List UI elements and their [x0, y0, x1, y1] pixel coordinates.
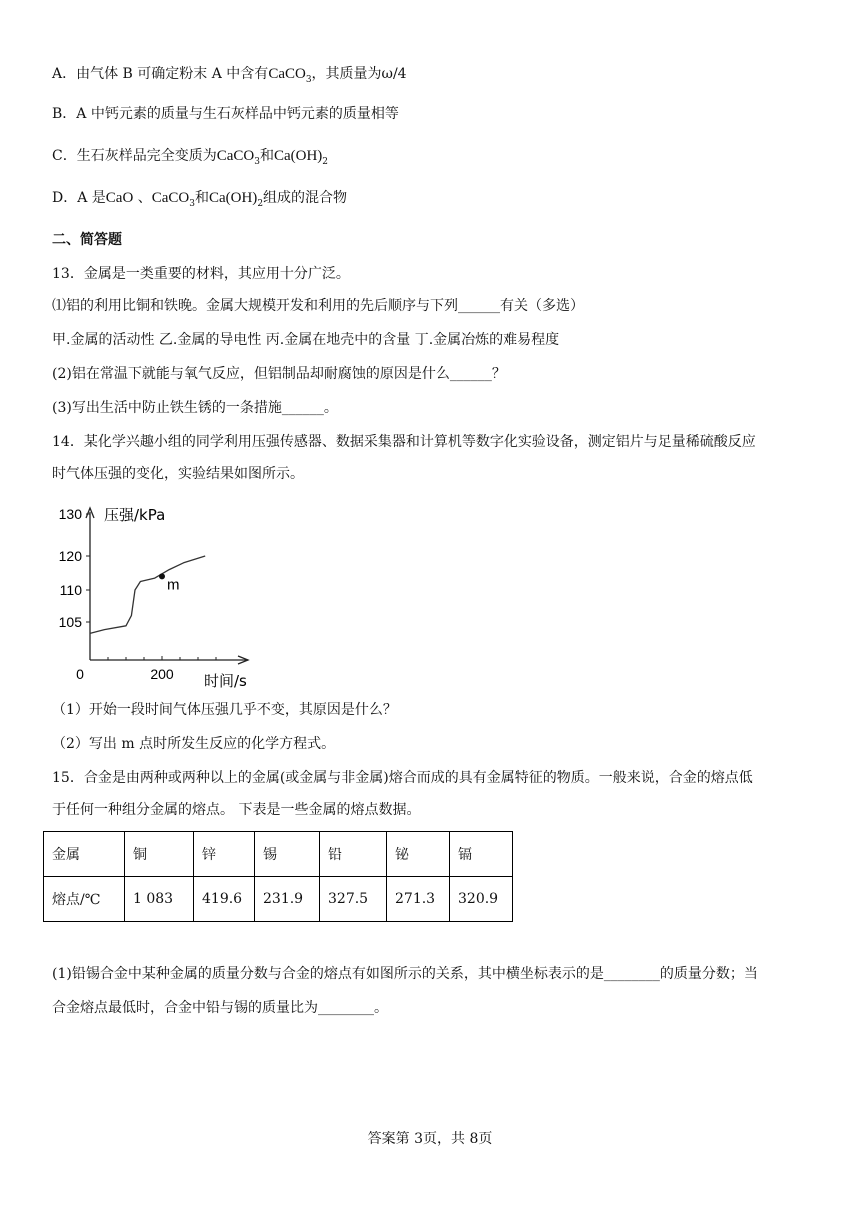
table-cell: 419.6 [194, 877, 255, 922]
q15-part1-line2: 合金熔点最低时，合金中铅与锡的质量比为________。 [52, 1000, 388, 1016]
q15-stem-line2: 于任何一种组分金属的熔点。 下表是一些金属的熔点数据。 [52, 802, 421, 818]
section-heading: 二、简答题 [52, 232, 122, 248]
table-cell: 锡 [255, 832, 320, 877]
q14-question1: （1）开始一段时间气体压强几乎不变，其原因是什么？ [52, 702, 397, 718]
table-cell: 铅 [320, 832, 387, 877]
option-c-formula-1: CaCO [216, 148, 255, 164]
option-c-formula-2: Ca(OH) [273, 148, 323, 164]
option-c-subscript-1: 3 [254, 156, 260, 167]
table-cell: 熔点/℃ [44, 877, 125, 922]
table-cell: 铋 [387, 832, 450, 877]
q14-stem-line1: 14．某化学兴趣小组的同学利用压强传感器、数据采集器和计算机等数字化实验设备，测定铝片与足量稀硫酸反应 [52, 434, 756, 450]
option-a-formula: CaCO [268, 66, 306, 82]
q15-stem-line1: 15．合金是由两种或两种以上的金属(或金属与非金属)熔合而成的具有金属特征的物质。一般来说，合金的熔点低 [52, 770, 753, 786]
option-d-subscript-1: 3 [189, 198, 195, 209]
option-d-sep: 、 [133, 190, 152, 206]
option-c [52, 146, 328, 172]
page-footer: 答案第 3页，共 8页 [367, 1131, 493, 1147]
pressure-curve [90, 556, 205, 633]
melting-point-table [43, 831, 513, 922]
x-axis-label: 时间/s [204, 672, 247, 690]
pressure-chart [48, 500, 268, 692]
table-cell: 1 083 [125, 877, 194, 922]
option-d [52, 188, 347, 214]
option-d-prefix: D．A 是 [52, 190, 106, 206]
option-d-and: 和 [194, 190, 209, 206]
table-cell: 231.9 [255, 877, 320, 922]
y-axis-label: 压强/kPa [104, 506, 166, 524]
table-cell: 271.3 [387, 877, 450, 922]
option-d-formula-2: Ca(OH) [208, 190, 258, 206]
y-tick-label: 110 [59, 582, 82, 598]
q14-stem-line2: 时气体压强的变化，实验结果如图所示。 [52, 466, 304, 482]
option-a-subscript: 3 [305, 74, 312, 85]
q13-part1: ⑴铝的利用比铜和铁晚。金属大规模开发和利用的先后顺序与下列______有关（多选） [52, 298, 584, 314]
x-tick-label: 0 [76, 666, 84, 682]
point-m-label: m [167, 576, 180, 594]
table-cell: 320.9 [450, 877, 513, 922]
y-tick-label: 130 [58, 506, 82, 522]
option-a-suffix: ，其质量为ω/4 [311, 66, 407, 82]
option-d-subscript-2: 2 [257, 198, 264, 209]
option-d-suffix: 组成的混合物 [263, 190, 348, 206]
option-d-formula-1: CaCO [151, 190, 190, 206]
option-c-and: 和 [259, 148, 274, 164]
option-c-subscript-2: 2 [322, 156, 329, 167]
q13-part2: (2)铝在常温下就能与氧气反应，但铝制品却耐腐蚀的原因是什么______？ [52, 366, 506, 382]
y-tick-label: 105 [58, 614, 82, 630]
table-cell: 铜 [125, 832, 194, 877]
chart-layer [59, 506, 248, 690]
option-c-prefix: C．生石灰样品完全变质为 [52, 148, 217, 164]
option-a-prefix: A．由气体 B 可确定粉末 A 中含有 [52, 66, 269, 82]
q13-stem: 13．金属是一类重要的材料，其应用十分广泛。 [52, 266, 350, 282]
q13-choices: 甲.金属的活动性 乙.金属的导电性 丙.金属在地壳中的含量 丁.金属冶炼的难易程度 [52, 332, 560, 348]
point-m [159, 573, 165, 579]
option-d-formula-0: CaO [105, 190, 134, 206]
table-row [44, 877, 513, 922]
table-cell: 金属 [44, 832, 125, 877]
option-b: B．A 中钙元素的质量与生石灰样品中钙元素的质量相等 [52, 106, 399, 122]
q15-part1-line1: (1)铅锡合金中某种金属的质量分数与合金的熔点有如图所示的关系，其中横坐标表示的是________的质量分数；当 [52, 966, 758, 982]
table-header-row [44, 832, 513, 877]
x-tick-label: 200 [150, 666, 174, 682]
option-a [52, 64, 407, 90]
y-tick-label: 120 [58, 548, 82, 564]
q13-part3: (3)写出生活中防止铁生锈的一条措施______。 [52, 400, 338, 416]
q14-question2: （2）写出 m 点时所发生反应的化学方程式。 [52, 736, 336, 752]
table-cell: 327.5 [320, 877, 387, 922]
table-cell: 镉 [450, 832, 513, 877]
table-cell: 锌 [194, 832, 255, 877]
